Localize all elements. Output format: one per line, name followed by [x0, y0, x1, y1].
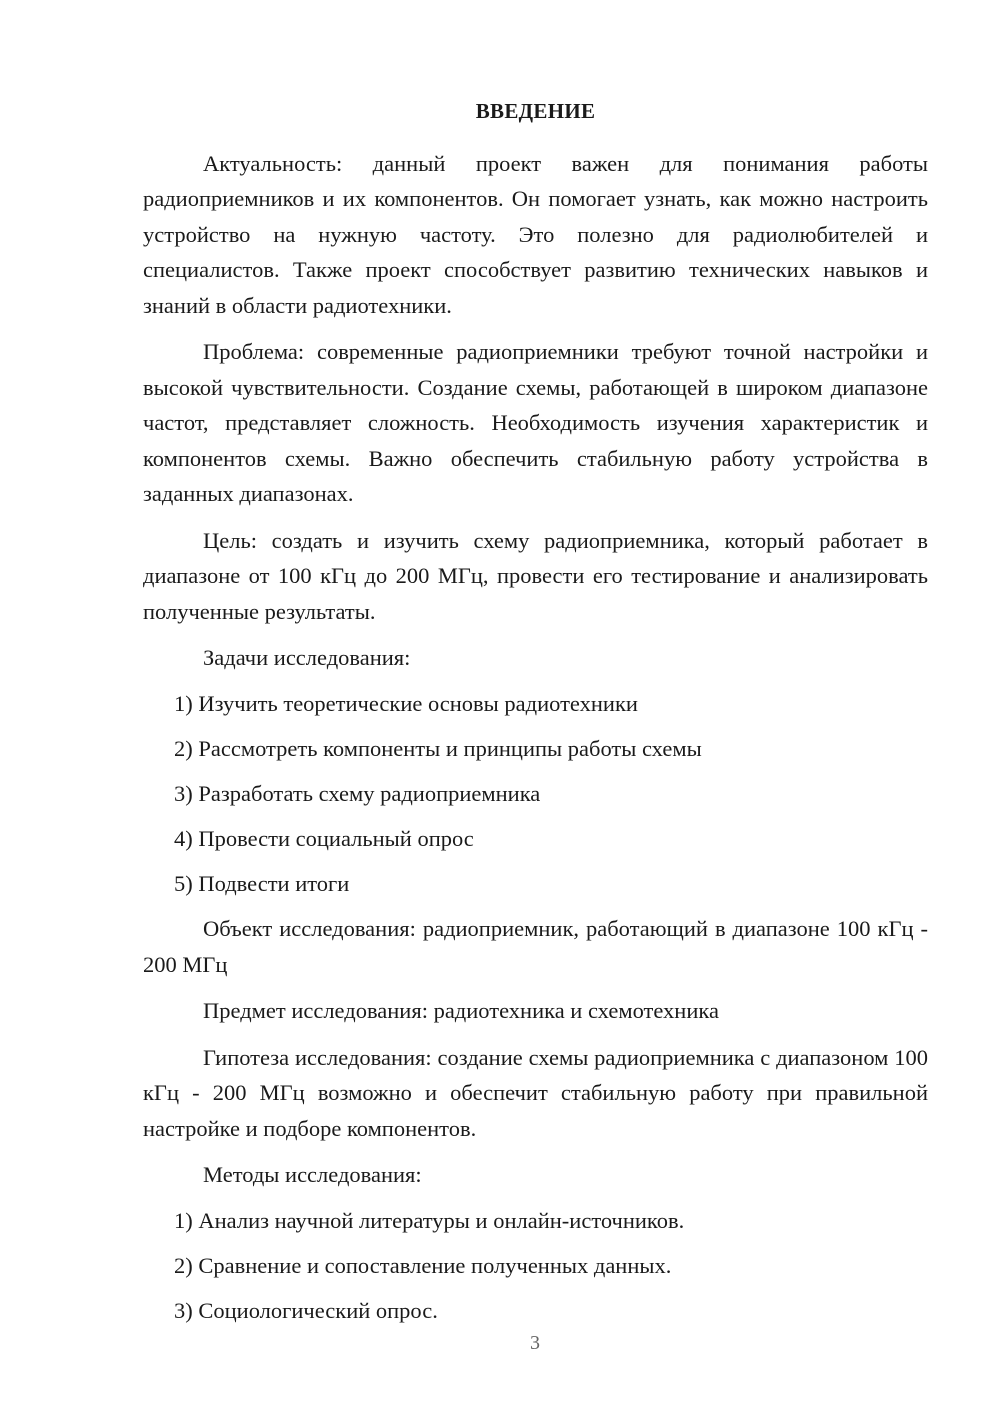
- tasks-list: [143, 686, 928, 902]
- goal-paragraph: Цель: создать и изучить схему радиоприемника, который работает в диапазоне от 100 кГц до 200 МГц, провести его тестирование и анализировать полученные результаты.: [143, 527, 928, 624]
- methods-heading: Методы исследования:: [203, 1162, 422, 1187]
- list-item: 2) Рассмотреть компоненты и принципы работы схемы: [174, 735, 702, 761]
- problem-paragraph: Проблема: современные радиоприемники требуют точной настройки и высокой чувствительности. Создание схемы, работающей в широком диапазоне частот, представляет сложность. Необходимость изучения характеристик и компонентов схемы. Важно обеспечить стабильную работу устройства в заданных диапазонах.: [143, 339, 928, 506]
- page-title: ВВЕДЕНИЕ: [475, 99, 596, 123]
- page-number: 3: [530, 1332, 540, 1354]
- page-content: [143, 94, 928, 1338]
- list-item: 1) Анализ научной литературы и онлайн-источников.: [174, 1207, 685, 1233]
- list-item: 3) Социологический опрос.: [174, 1297, 438, 1323]
- object-paragraph: Объект исследования: радиоприемник, работающий в диапазоне 100 кГц - 200 МГц: [143, 916, 928, 977]
- hypothesis-paragraph: Гипотеза исследования: создание схемы радиоприемника с диапазоном 100 кГц - 200 МГц возможно и обеспечит стабильную работу при правильной настройке и подборе компонентов.: [143, 1044, 928, 1141]
- relevance-paragraph: Актуальность: данный проект важен для понимания работы радиоприемников и их компонентов. Он помогает узнать, как можно настроить устройство на нужную частоту. Это полезно для радиолюбителей и специалистов. Также проект способствует развитию технических навыков и знаний в области радиотехники.: [143, 150, 928, 318]
- list-item: 3) Разработать схему радиоприемника: [174, 780, 541, 806]
- list-item: 1) Изучить теоретические основы радиотехники: [174, 690, 638, 716]
- list-item: 5) Подвести итоги: [174, 870, 350, 896]
- list-item: 2) Сравнение и сопоставление полученных данных.: [174, 1252, 672, 1278]
- methods-list: [143, 1203, 928, 1329]
- list-item: 4) Провести социальный опрос: [174, 825, 474, 851]
- tasks-heading: Задачи исследования:: [203, 645, 411, 670]
- subject-paragraph: Предмет исследования: радиотехника и схемотехника: [203, 998, 719, 1023]
